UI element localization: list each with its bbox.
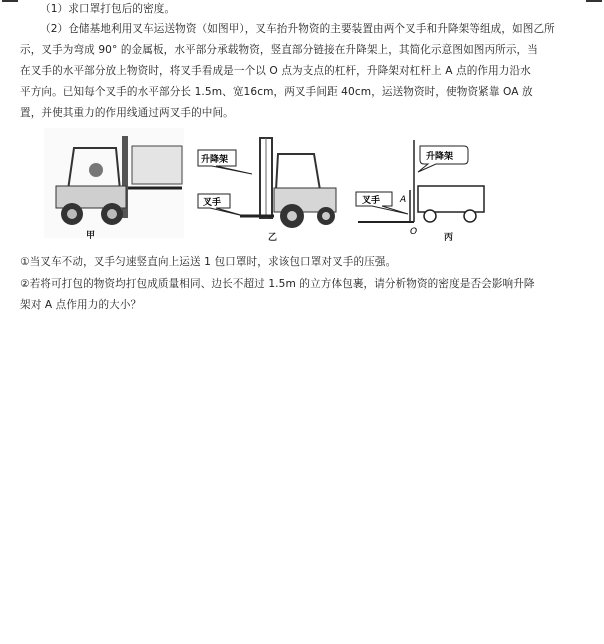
- sub-question-2-line-2: 架对 A 点作用力的大小？: [20, 299, 142, 311]
- figure-jia: [44, 128, 184, 241]
- forklift-photo-image: [44, 128, 184, 238]
- question-part-2-line-5: 置，并使其重力的作用线通过两叉手的中间。: [20, 107, 234, 119]
- page-top-rule-left: [2, 0, 18, 2]
- schematic-callout-fork: 叉手: [362, 196, 381, 206]
- sub-question-2-line-1: ②若将可打包的物资均打包成质量相同、边长不超过 1.5m 的立方体包裹，请分析物资的密度是否会影响升降: [20, 278, 535, 290]
- question-part-2-line-4: 平方向。已知每个叉手的水平部分长 1.5m、宽16cm，两叉手间距 40cm，运送物资时，使物资紧靠 OA 放: [20, 86, 533, 98]
- forklift-annotated-image: [194, 132, 344, 242]
- sub-question-1: ①当叉车不动，叉手匀速竖直向上运送 1 包口罩时，求该包口罩对叉手的压强。: [20, 256, 397, 268]
- question-part-2-line-3: 在叉手的水平部分放上物资时，将叉手看成是一个以 O 点为支点的杠杆，升降架对杠杆上 A 点的作用力沿水: [20, 65, 531, 77]
- point-o-label: O: [410, 227, 418, 237]
- figure-yi-label: 乙: [268, 233, 278, 243]
- figure-yi: [194, 132, 344, 242]
- point-a-label: A: [400, 195, 407, 205]
- figure-jia-label: 甲: [86, 231, 96, 241]
- question-part-1: （1）求口罩打包后的密度。: [40, 3, 176, 15]
- figure-bing-label: 丙: [444, 233, 454, 243]
- callout-lift-frame: 升降架: [201, 155, 229, 165]
- callout-fork: 叉手: [203, 198, 222, 208]
- question-part-2-line-1: （2）仓储基地利用叉车运送物资（如图甲），叉车抬升物资的主要装置由两个叉手和升降架等组成，如图乙所: [40, 23, 555, 35]
- schematic-callout-lift: 升降架: [426, 152, 454, 162]
- forklift-schematic-diagram: [352, 132, 492, 242]
- figure-bing: [352, 132, 492, 242]
- question-part-2-line-2: 示，叉手为弯成 90° 的金属板，水平部分承载物资，竖直部分链接在升降架上，其简化示意图如图丙所示，当: [20, 44, 538, 56]
